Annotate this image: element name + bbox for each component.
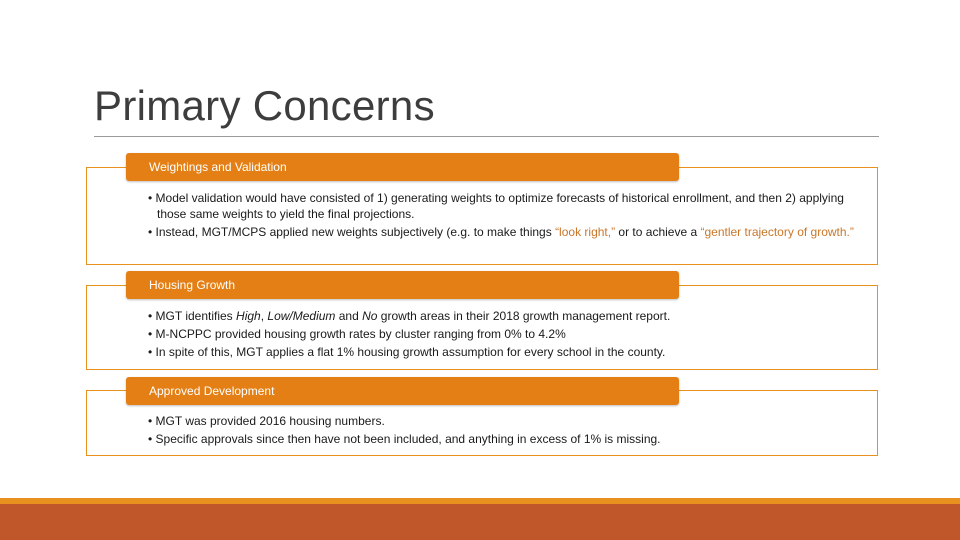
slide-title: Primary Concerns bbox=[94, 82, 435, 129]
growth-term-low-medium: Low/Medium bbox=[267, 309, 336, 323]
list-item bbox=[148, 224, 868, 240]
bullet-list-weightings bbox=[148, 190, 868, 242]
bullet-list-housing bbox=[148, 308, 868, 362]
bullet-text: Instead, MGT/MCPS applied new weights subjectively (e.g. to make things bbox=[155, 225, 556, 239]
bullet-list-approved bbox=[148, 413, 868, 449]
bullet-text: growth areas in their 2018 growth management report. bbox=[377, 309, 671, 323]
section-header-approved: Approved Development bbox=[126, 377, 679, 405]
quote-gentler-trajectory: “gentler trajectory of growth.” bbox=[700, 225, 854, 239]
bullet-text: Model validation would have consisted of 1) generating weights to optimize forecasts of historical enrollment, and then 2) applying those same weights to yield the final projections. bbox=[155, 191, 844, 221]
bullet-text: In spite of this, MGT applies a flat 1% housing growth assumption for every school in the county. bbox=[155, 345, 666, 359]
section-header-housing: Housing Growth bbox=[126, 271, 679, 299]
list-item bbox=[148, 190, 868, 222]
bullet-text: or to achieve a bbox=[615, 225, 701, 239]
quote-look-right: “look right,” bbox=[555, 225, 616, 239]
bullet-text: MGT was provided 2016 housing numbers. bbox=[155, 414, 385, 428]
bullet-text: and bbox=[335, 309, 363, 323]
bullet-text: M-NCPPC provided housing growth rates by cluster ranging from 0% to 4.2% bbox=[155, 327, 566, 341]
section-header-weightings: Weightings and Validation bbox=[126, 153, 679, 181]
bullet-text: MGT identifies bbox=[155, 309, 237, 323]
growth-term-no: No bbox=[362, 309, 378, 323]
bullet-text: , bbox=[260, 309, 268, 323]
bullet-text: Specific approvals since then have not been included, and anything in excess of 1% is missing. bbox=[155, 432, 661, 446]
growth-term-high: High bbox=[236, 309, 261, 323]
list-item bbox=[148, 308, 868, 324]
list-item bbox=[148, 326, 868, 342]
list-item bbox=[148, 431, 868, 447]
list-item bbox=[148, 413, 868, 429]
footer-band bbox=[0, 504, 960, 540]
list-item bbox=[148, 344, 868, 360]
title-divider bbox=[94, 136, 879, 137]
